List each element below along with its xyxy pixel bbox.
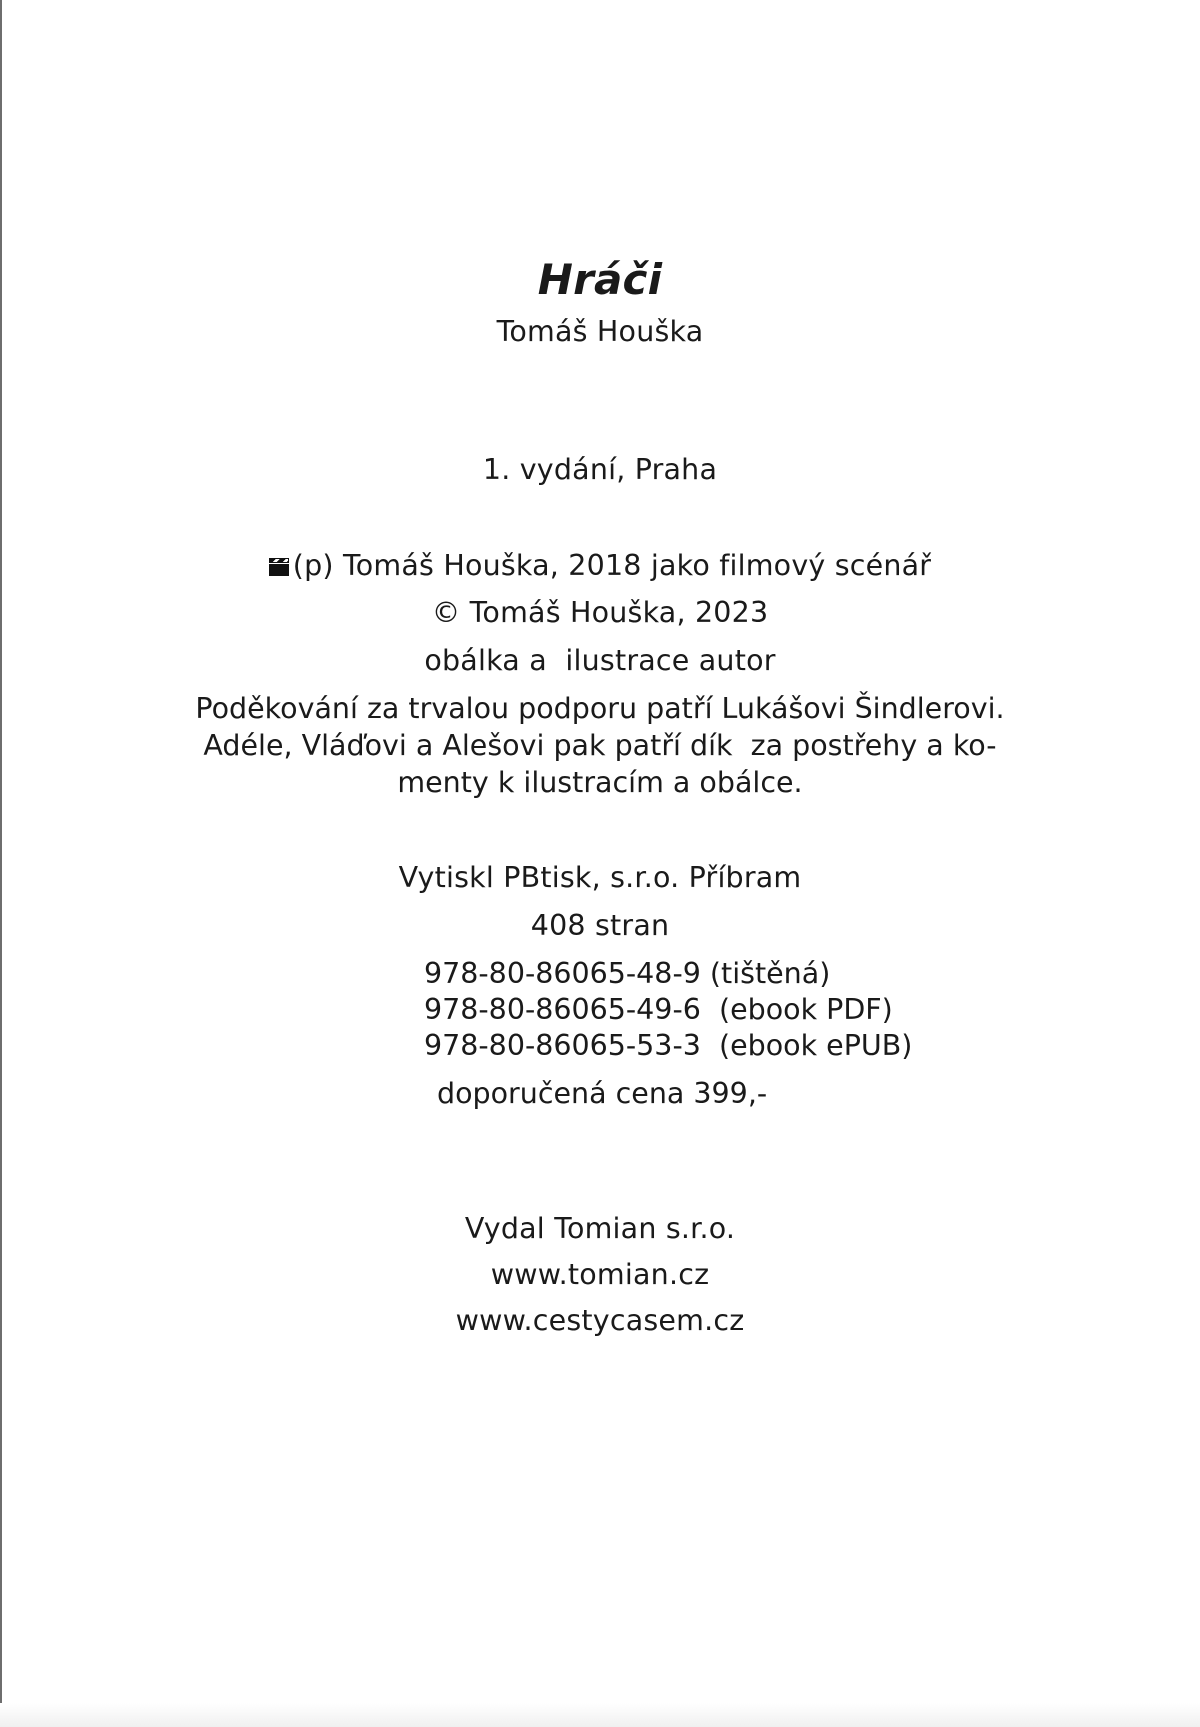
cover-credit-line: obálka a ilustrace autor — [424, 644, 776, 677]
edition-info: 1. vydání, Praha — [482, 453, 718, 486]
clapperboard-icon — [269, 558, 289, 576]
acknowledgement-line: Adéle, Vláďovi a Alešovi pak patří dík za postřehy a ko- — [203, 729, 997, 762]
page-count: 408 stran — [530, 909, 670, 942]
publisher-name: Vydal Tomian s.r.o. — [464, 1212, 736, 1245]
acknowledgement-line: menty k ilustracím a obálce. — [397, 766, 803, 799]
page-bottom-shadow — [0, 1703, 1200, 1727]
printer-info: Vytiskl PBtisk, s.r.o. Příbram — [398, 861, 802, 894]
publisher-website: www.tomian.cz — [490, 1258, 710, 1291]
film-rights-text: (p) Tomáš Houška, 2018 jako filmový scénář — [292, 549, 932, 582]
acknowledgement-paragraph — [190, 690, 1010, 801]
series-website: www.cestycasem.cz — [455, 1304, 745, 1337]
isbn-ebook-epub: 978-80-86065-53-3 (ebook ePUB) — [424, 1029, 913, 1062]
film-rights-line — [0, 548, 1200, 584]
acknowledgement-line: Poděkování za trvalou podporu patří Lukášovi Šindlerovi. — [195, 692, 1005, 725]
isbn-ebook-pdf: 978-80-86065-49-6 (ebook PDF) — [424, 993, 893, 1026]
isbn-print: 978-80-86065-48-9 (tištěná) — [424, 957, 831, 990]
author-name: Tomáš Houška — [496, 315, 704, 348]
book-title: Hráči — [537, 255, 663, 304]
recommended-price: doporučená cena 399,- — [437, 1077, 768, 1110]
copyright-line: © Tomáš Houška, 2023 — [431, 596, 769, 629]
